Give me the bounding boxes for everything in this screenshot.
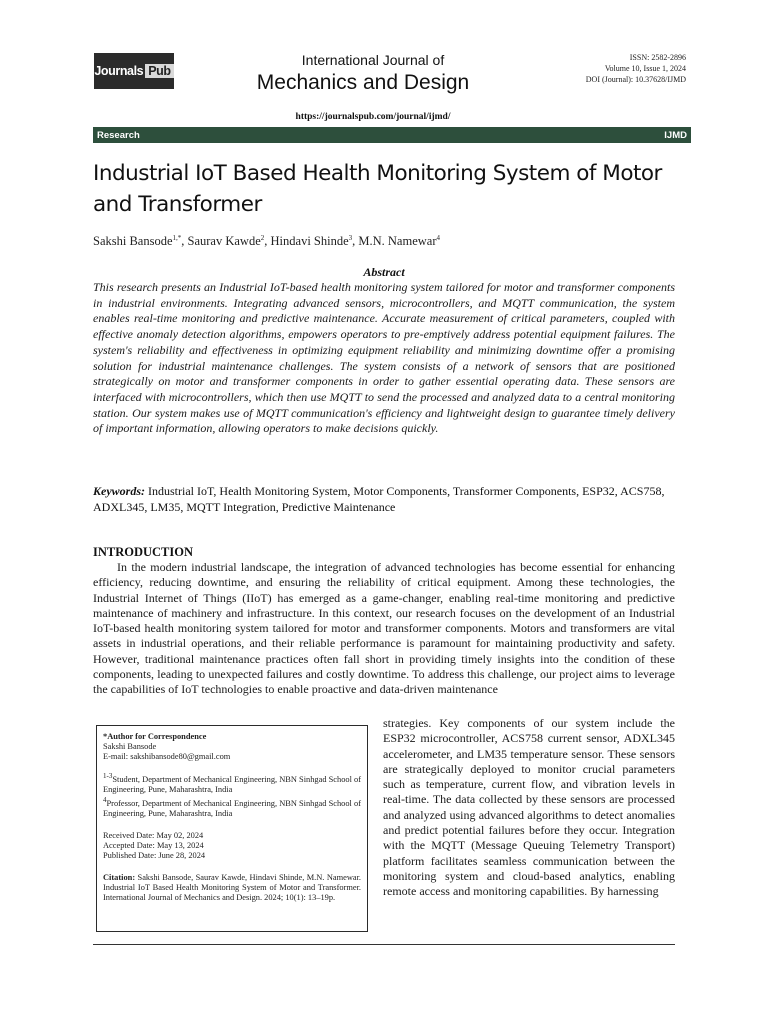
abstract-heading: Abstract	[363, 265, 405, 279]
logo-pub-text: Pub	[145, 64, 173, 78]
journal-url-link[interactable]: https://journalspub.com/journal/ijmd/	[295, 112, 451, 122]
journal-title-line2: Mechanics and Design	[256, 71, 470, 94]
introduction-paragraph: In the modern industrial landscape, the integration of advanced technologies has become essential for enhancing efficiency, reducing downtime, and ensuring the reliability of critical equipment. Among these technologies, the Industrial Internet of Things (IIoT) has emerged as a game-changer, enabling real-time monitoring and predictive maintenance of machinery and infrastructure. In this context, our research focuses on the development of an Industrial IoT-based health monitoring system tailored for motor and transformer components. Motors and transformers are vital assets in industrial operations, and their reliable performance is paramount for maintaining productivity and safety. However, traditional maintenance practices often fall short in providing timely insights into the condition of these components, leading to unexpected failures and costly downtime. To address this challenge, our project aims to leverage the capabilities of IoT technologies to enable proactive and data-driven maintenance	[93, 560, 675, 697]
keywords-block	[93, 483, 675, 515]
author-name: Hindavi Shinde	[270, 234, 349, 249]
correspondence-heading: *Author for Correspondence	[103, 732, 207, 741]
correspondence-box	[96, 725, 368, 932]
issn-text: ISSN: 2582-2896	[629, 53, 686, 62]
abstract-body: This research presents an Industrial IoT-based health monitoring system tailored for motor and transformer components in industrial environments. Integrating advanced sensors, microcontrollers, and MQTT communication, the system enables real-time monitoring and predictive maintenance. Accurate measurement of critical parameters, coupled with effective anomaly detection algorithms, empowers operators to pre-emptively address potential equipment failures. The system's reliability and effectiveness in optimizing equipment reliability and minimizing downtime offer a promising solution for industrial maintenance challenges. The system consists of a network of sensors that are positioned strategically on motor and transformer components in order to gather essential operating data. These sensors are interfaced with microcontrollers, which then use MQTT to send the processed and analyzed data to a central monitoring station. Our system makes use of MQTT communication's efficiency and lightweight design to guarantee timely delivery of important information, allowing operators to make decisions quickly.	[93, 280, 675, 436]
section-bar	[93, 127, 691, 143]
section-label: Research	[97, 129, 140, 141]
footer-divider	[93, 944, 675, 945]
journal-title-line1: International Journal of	[301, 52, 445, 68]
affiliation-students: $^{1-3}$Student, Department of Mechanical Engineering, NBN Sinhgad School of Engineering, Pune, Maharashtra, India	[103, 772, 361, 794]
author-name: M.N. Namewar	[358, 234, 437, 249]
keywords-label: Keywords:	[93, 484, 145, 498]
author-list: Sakshi Bansode$^{1,*}$, Saurav Kawde$^2$, Hindavi Shinde$^3$, M.N. Namewar$^4$	[93, 234, 440, 249]
logo-text: Journals	[94, 64, 144, 78]
article-title: Industrial IoT Based Health Monitoring System of Motor and Transformer	[93, 161, 662, 217]
author-name: Saurav Kawde	[187, 234, 261, 249]
published-date: Published Date: June 28, 2024	[103, 850, 206, 860]
volume-text: Volume 10, Issue 1, 2024	[604, 64, 686, 73]
received-date: Received Date: May 02, 2024	[103, 830, 204, 840]
introduction-column-right: strategies. Key components of our system include the ESP32 microcontroller, ACS758 current sensor, ADXL345 accelerometer, and LM35 temperature sensor. These sensors are strategically deployed to monitor crucial parameters such as temperature, current flow, and vibration levels in real-time. The data collected by these sensors are processed and analyzed using advanced algorithms to detect anomalies and predict potential failures before they occur. Integration with the MQTT (Message Queuing Telemetry Transport) platform facilitates seamless communication between the monitoring system and cloud-based analytics, enabling remote access and monitoring capabilities. By harnessing	[383, 716, 675, 899]
author-name: Sakshi Bansode	[93, 234, 173, 249]
journalspub-logo	[94, 53, 174, 89]
introduction-heading: INTRODUCTION	[93, 545, 194, 559]
journal-abbrev: IJMD	[664, 129, 687, 141]
citation-text: Citation: Sakshi Bansode, Saurav Kawde, Hindavi Shinde, M.N. Namewar. Industrial IoT Based Health Monitoring System of Motor and Transformer. International Journal of Mechanics and Design. 2024; 10(1): 13–19p.	[103, 872, 362, 902]
correspondence-email[interactable]: E-mail: sakshibansode80@gmail.com	[103, 752, 231, 761]
doi-text: DOI (Journal): 10.37628/IJMD	[585, 75, 686, 84]
keywords-text: Industrial IoT, Health Monitoring System, Motor Components, Transformer Components, ESP32, ACS758, ADXL345, LM35, MQTT Integration, Predictive Maintenance	[93, 484, 665, 514]
affiliation-professor: $^4$Professor, Department of Mechanical Engineering, NBN Sinhgad School of Engineering, Pune, Maharashtra, India	[103, 795, 361, 818]
correspondence-name: Sakshi Bansode	[103, 742, 157, 751]
accepted-date: Accepted Date: May 13, 2024	[103, 840, 204, 850]
